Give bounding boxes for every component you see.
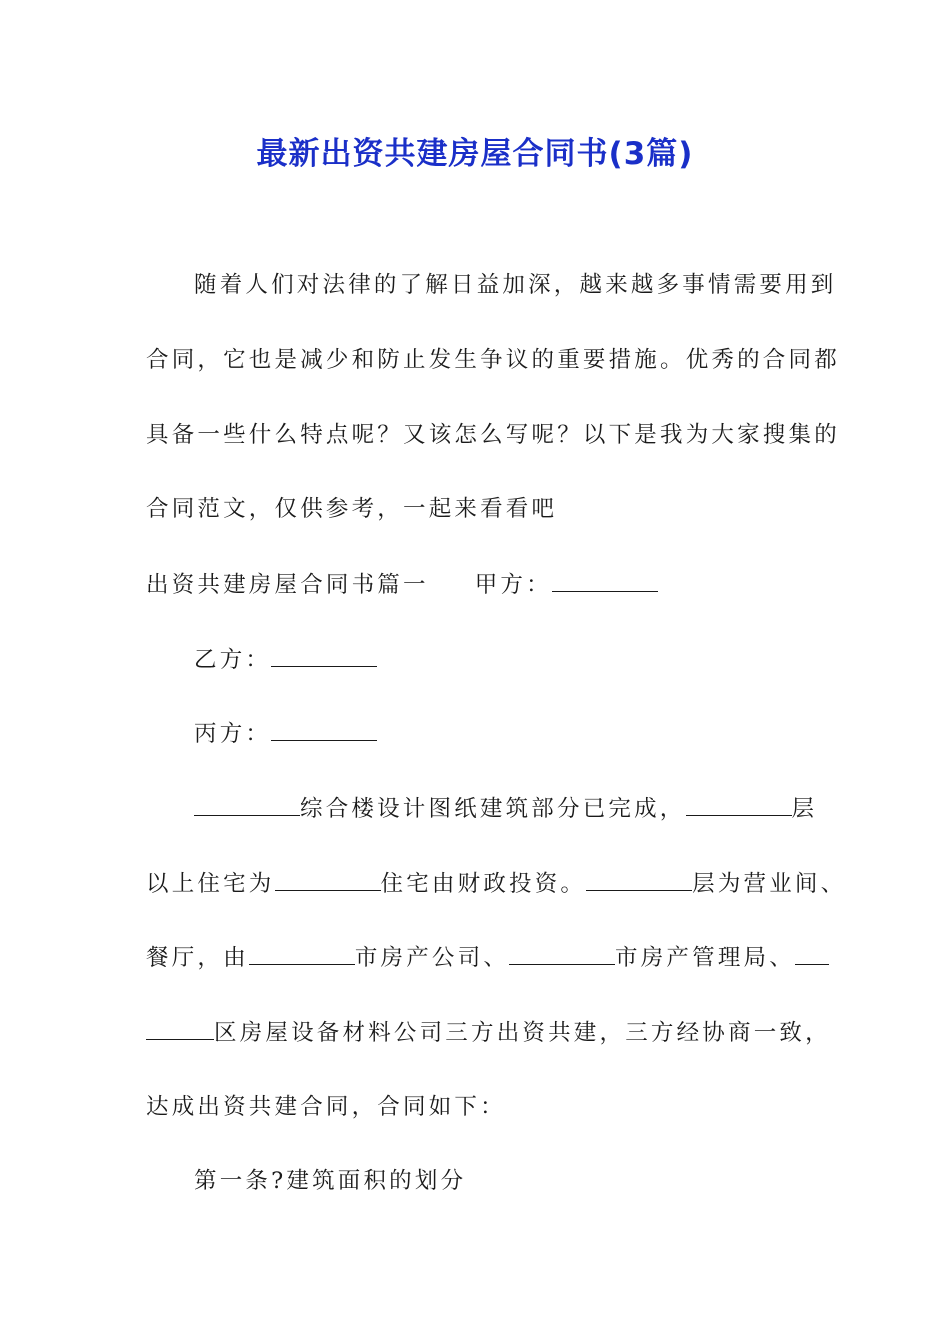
intro-line-3: 具备一些什么特点呢？又该怎么写呢？以下是我为大家搜集的 — [146, 422, 840, 448]
intro-line-1: 随着人们对法律的了解日益加深，越来越多事情需要用到 — [194, 272, 837, 298]
body-text: 层 — [791, 796, 818, 822]
body-text: 区房屋设备材料公司三方出资共建，三方经协商一致， — [214, 1020, 831, 1046]
body-line-5: 达成出资共建合同，合同如下： — [146, 1094, 506, 1120]
blank-field — [249, 942, 355, 965]
blank-field — [509, 942, 615, 965]
party-b-line — [194, 644, 377, 675]
blank-field — [795, 942, 829, 965]
party-a-label: 甲方： — [474, 572, 552, 598]
blank-field — [194, 793, 300, 816]
body-text: 餐厅，由 — [146, 945, 249, 971]
party-a-blank — [552, 569, 658, 592]
body-text: 以上住宅为 — [146, 871, 275, 897]
body-line-3 — [146, 942, 829, 973]
blank-field — [275, 868, 381, 891]
body-text: 住宅由财政投资。 — [380, 871, 587, 897]
body-text: 市房产公司、 — [354, 945, 510, 971]
section-heading-line — [146, 569, 658, 600]
document-title: 最新出资共建房屋合同书(3篇) — [256, 136, 694, 172]
party-c-line — [194, 718, 377, 749]
body-text: 层为营业间、 — [692, 871, 847, 897]
blank-field — [146, 1017, 214, 1040]
blank-field — [586, 868, 692, 891]
blank-field — [686, 793, 792, 816]
party-b-label: 乙方： — [194, 647, 272, 673]
body-line-1 — [194, 793, 817, 824]
body-text: 综合楼设计图纸建筑部分已完成， — [300, 796, 686, 822]
intro-line-4: 合同范文，仅供参考，一起来看看吧 — [146, 496, 558, 522]
body-line-4 — [146, 1017, 831, 1048]
body-line-2 — [146, 868, 846, 899]
intro-line-2: 合同，它也是减少和防止发生争议的重要措施。优秀的合同都 — [146, 347, 840, 373]
party-c-blank — [271, 718, 377, 741]
party-c-label: 丙方： — [194, 721, 272, 747]
body-text: 市房产管理局、 — [615, 945, 795, 971]
party-b-blank — [271, 644, 377, 667]
article-1-heading: 第一条?建筑面积的划分 — [194, 1168, 467, 1194]
section-heading: 出资共建房屋合同书篇一 — [146, 572, 429, 598]
